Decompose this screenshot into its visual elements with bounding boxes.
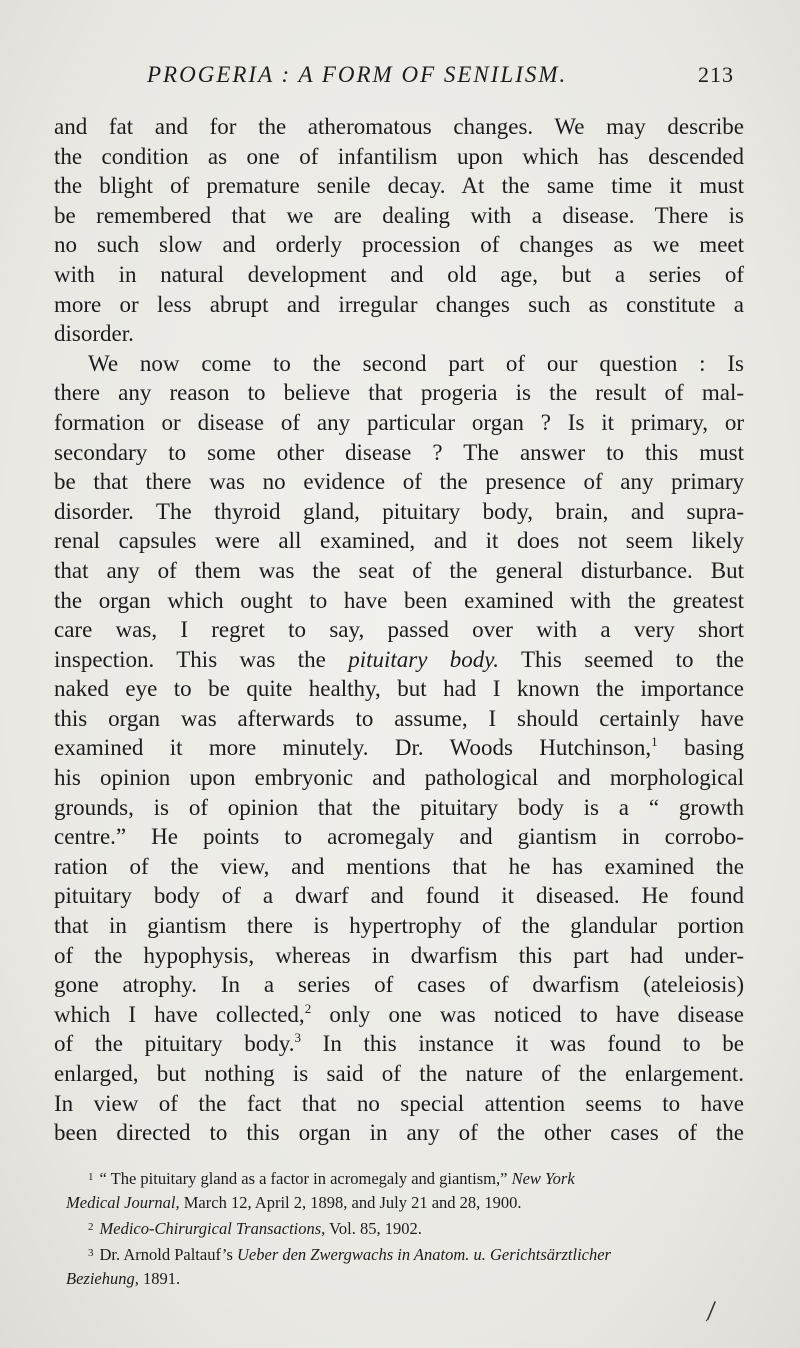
footnote-2	[66, 1215, 758, 1241]
text-run: of the pituitary body.	[54, 1031, 295, 1057]
footnote-1-continued	[66, 1191, 758, 1215]
text-line: ration of the view, and mentions that he has examined the	[54, 853, 744, 879]
text-run: examined it more minutely. Dr. Woods Hutchinson,	[54, 735, 652, 761]
text-line: more or less abrupt and irregular changes such as constitute a	[54, 291, 744, 317]
journal-title: Medical Journal,	[66, 1193, 180, 1212]
text-line: the condition as one of infantilism upon which has descended	[54, 143, 744, 169]
page-number: 213	[698, 62, 734, 87]
text-line: In view of the fact that no special attention seems to have	[54, 1090, 744, 1116]
text-line: care was, I regret to say, passed over with a very short	[54, 617, 744, 643]
journal-title: New York	[511, 1169, 575, 1188]
italic-term: pituitary body.	[348, 646, 499, 672]
work-title: Beziehung,	[66, 1269, 139, 1288]
text-line: been directed to this organ in any of the other cases of the	[54, 1120, 744, 1146]
body-text	[54, 112, 744, 1148]
text-line: there any reason to believe that progeria is the result of mal-	[54, 380, 744, 406]
text-run: In this instance it was found to be	[300, 1031, 744, 1057]
text-line: naked eye to be quite healthy, but had I known the importance	[54, 676, 744, 702]
text-line	[54, 733, 744, 763]
footnotes	[66, 1165, 758, 1291]
text-line: that any of them was the seat of the general disturbance. But	[54, 557, 744, 583]
text-line: the organ which ought to have been examined with the greatest	[54, 587, 744, 613]
footnote-ref: 1	[651, 734, 658, 750]
text-line: this organ was afterwards to assume, I should certainly have	[54, 705, 744, 731]
text-line: with in natural development and old age, but a series of	[54, 261, 744, 287]
text-run: only one was noticed to have disease	[311, 1001, 744, 1027]
text-line: secondary to some other disease ? The answer to this must	[54, 439, 744, 465]
text-line: disorder. The thyroid gland, pituitary body, brain, and supra-	[54, 498, 744, 524]
footnote-marker: 1	[88, 1171, 94, 1183]
text-line	[54, 645, 744, 675]
footnote-ref: 3	[294, 1030, 301, 1046]
text-line: grounds, is of opinion that the pituitary body is a “ growth	[54, 794, 744, 820]
journal-title: Medico-Chirurgical Transactions,	[99, 1219, 326, 1238]
footnote-marker: 2	[88, 1221, 94, 1233]
work-title: Ueber den Zwergwachs in Anatom. u. Gerichtsärztlicher	[237, 1245, 611, 1264]
text-line: and fat and for the atheromatous changes. We may describe	[54, 114, 744, 139]
footnote-3-continued	[66, 1267, 758, 1291]
footnote-text: “ The pituitary gland as a factor in acromegaly and giantism,”	[99, 1169, 512, 1188]
text-line: be that there was no evidence of the presence of any primary	[54, 469, 744, 495]
text-line: the blight of premature senile decay. At the same time it must	[54, 173, 744, 199]
text-line: his opinion upon embryonic and pathological and morphological	[54, 765, 744, 791]
text-run: basing	[657, 735, 744, 761]
text-run: This seemed to the	[499, 646, 744, 672]
text-line: formation or disease of any particular organ ? Is it primary, or	[54, 409, 744, 435]
footnote-text: Vol. 85, 1902.	[325, 1219, 422, 1238]
text-line: be remembered that we are dealing with a disease. There is	[54, 202, 744, 228]
footnote-marker: 3	[88, 1247, 94, 1259]
text-line: gone atrophy. In a series of cases of dwarfism (ateleiosis)	[54, 972, 744, 998]
pen-mark-icon	[704, 1300, 718, 1322]
footnote-3	[66, 1241, 758, 1267]
footnote-text: Dr. Arnold Paltauf’s	[99, 1245, 237, 1264]
text-line: no such slow and orderly procession of changes as we meet	[54, 232, 744, 258]
text-line: renal capsules were all examined, and it does not seem likely	[54, 528, 744, 554]
text-run: which I have collected,	[54, 1001, 305, 1027]
running-head: PROGERIA : A FORM OF SENILISM.	[147, 62, 568, 87]
text-line: enlarged, but nothing is said of the nature of the enlargement.	[54, 1061, 744, 1086]
text-run: inspection. This was the	[54, 646, 349, 672]
paragraph-end-line: disorder.	[54, 321, 134, 347]
footnote-ref: 2	[304, 1000, 312, 1016]
footnote-text: March 12, April 2, 1898, and July 21 and 28, 1900.	[179, 1193, 522, 1212]
paragraph-start-line: We now come to the second part of our question : Is	[88, 350, 744, 376]
text-line	[54, 1029, 744, 1059]
text-line	[54, 1000, 744, 1030]
text-line: of the hypophysis, whereas in dwarfism this part had under-	[54, 942, 744, 968]
footnote-1	[66, 1165, 758, 1191]
text-line: pituitary body of a dwarf and found it diseased. He found	[54, 883, 744, 909]
text-line: that in giantism there is hypertrophy of the glandular portion	[54, 913, 744, 939]
page-header	[52, 58, 742, 98]
footnote-text: 1891.	[138, 1269, 181, 1288]
text-line: centre.” He points to acromegaly and giantism in corrobo-	[54, 824, 744, 850]
